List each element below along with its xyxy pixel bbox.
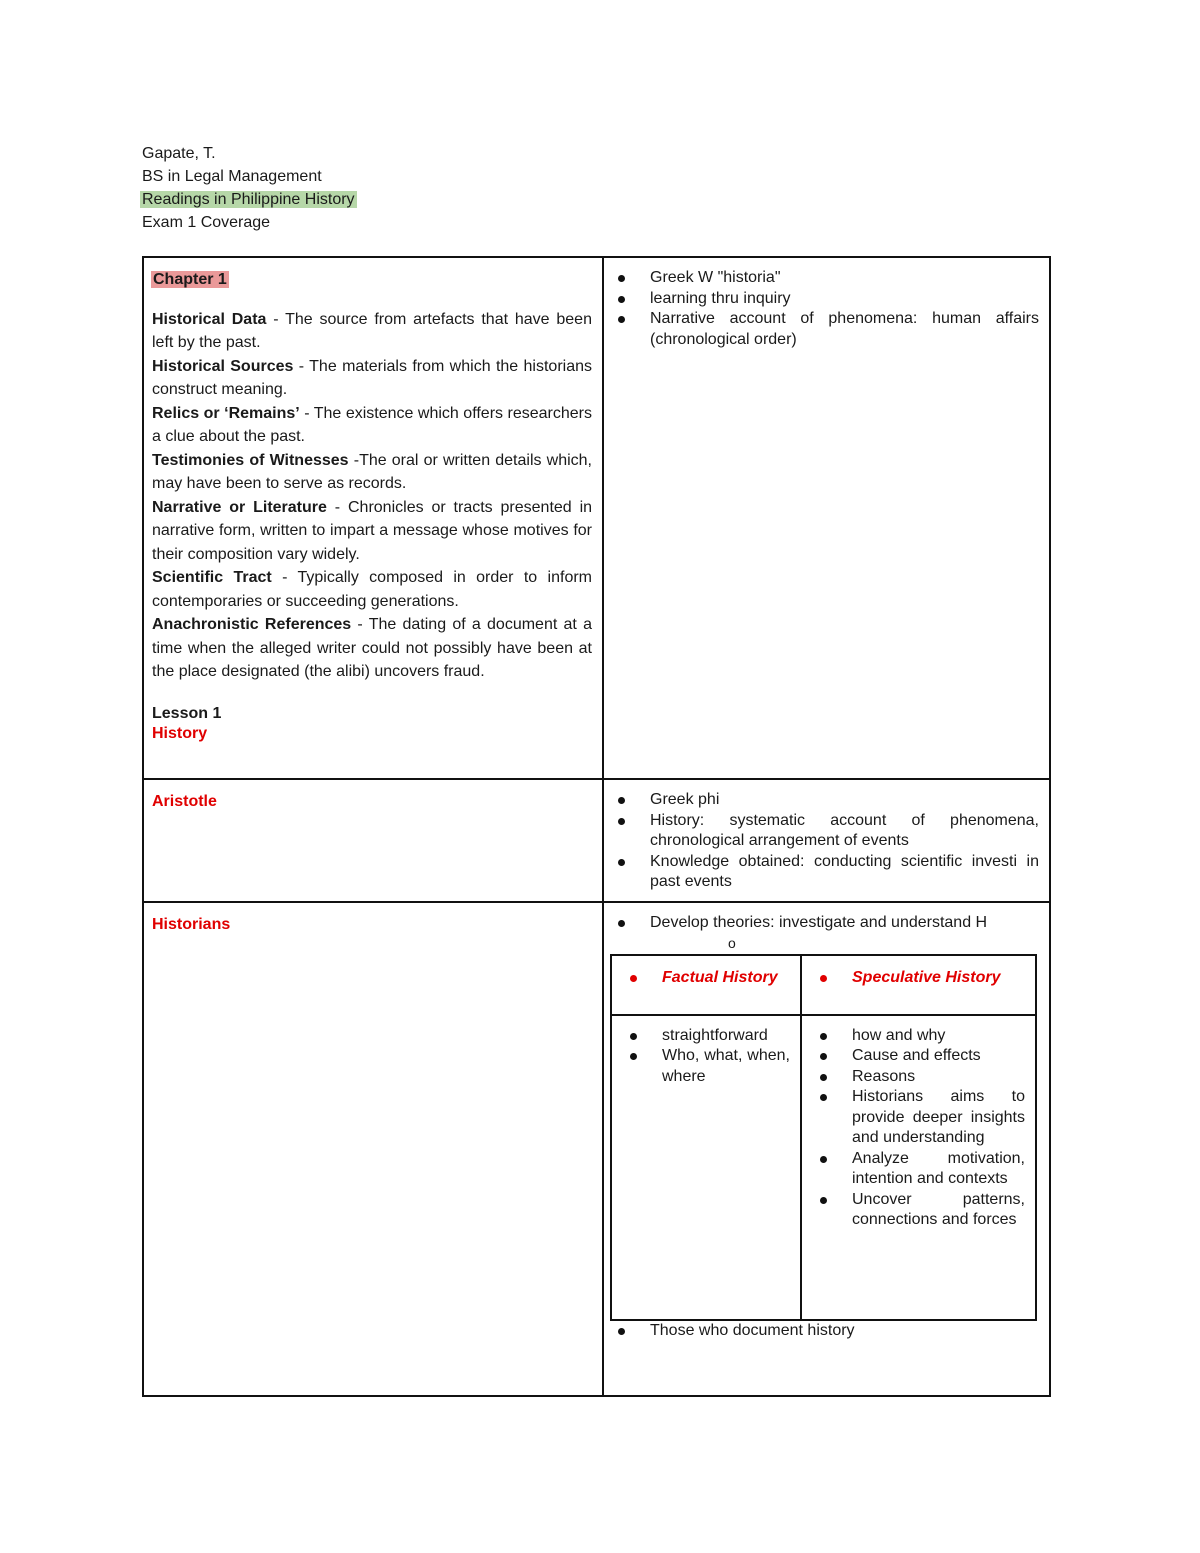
definition-term: Historical Sources [152,357,294,375]
list-item: Uncover patterns, connections and forces [852,1190,1025,1231]
definition-text: The dating of a document at a time when the alleged writer could not possibly have been at the place designated (the alibi) uncovers fraud. [152,616,592,680]
lesson-heading: Lesson 1 [152,704,222,722]
definition-separator: - [266,310,286,328]
document-header [142,142,357,234]
chapter-heading: Chapter 1 [153,271,227,288]
history-types-table [610,954,1037,1321]
definition-separator: - [299,404,314,422]
list-item: Narrative account of phenomena: human affairs (chronological order) [650,309,1039,350]
definition-text: The materials from which the historians construct meaning. [152,357,593,398]
definition-text: Typically composed in order to inform contemporaries or succeeding generations. [152,569,593,610]
speculative-header-cell [801,955,1036,1015]
table-row [611,1015,1036,1320]
history-notes-cell [603,257,1050,779]
sub-bullet-marker: o [728,934,736,951]
definition-text: The existence which offers researchers a clue about the past. [152,404,592,445]
list-item: Analyze motivation, intention and contexts [852,1149,1025,1190]
list-item: Greek W "historia" [650,268,1039,289]
definition-separator: - [271,569,298,586]
table-row [143,779,1050,902]
definition-term: Testimonies of Witnesses [152,451,349,469]
factual-items [620,1026,790,1088]
list-item: Reasons [852,1067,1025,1088]
exam-coverage: Exam 1 Coverage [142,214,271,231]
definition-text: The oral or written details which, may have been to serve as records. [152,451,592,492]
historians-notes-cell [603,902,1050,1396]
program-name: BS in Legal Management [142,168,322,185]
historians-cell [143,902,603,1396]
aristotle-notes-cell [603,779,1050,902]
aristotle-cell [143,779,603,902]
factual-header-cell [611,955,801,1015]
history-bullets [612,268,1039,350]
definition-item [152,308,592,355]
notes-table [142,256,1051,1397]
definition-text: The source from artefacts that have been left by the past. [152,310,592,351]
list-item: Greek phi [650,790,1039,811]
table-row [611,955,1036,1015]
definitions-list [152,308,592,684]
definition-term: Narrative or Literature [152,498,327,516]
list-item: Develop theories: investigate and understand H [650,913,1039,934]
definition-term: Scientific Tract [152,569,272,586]
course-title: Readings in Philippine History [142,191,355,208]
definition-item [152,613,592,684]
definition-term: Anachronistic References [152,616,352,633]
definition-item [152,496,592,567]
list-item: Who, what, when, where [662,1046,790,1087]
definition-term: Relics or ‘Remains’ [152,404,300,422]
definition-item [152,566,592,613]
definition-item [152,355,592,402]
list-item: learning thru inquiry [650,289,1039,310]
definition-text: Chronicles or tracts presented in narrative form, written to impart a message whose motives for their composition vary widely. [152,498,593,563]
historians-label: Historians [152,916,231,933]
definition-separator: - [293,357,310,375]
speculative-items [810,1026,1025,1231]
historians-last-bullets [612,1321,1039,1342]
definition-item [152,449,592,496]
list-item: straightforward [662,1026,790,1047]
list-item: Historians aims to provide deeper insights and understanding [852,1087,1025,1149]
definition-separator: - [326,498,348,516]
definition-item [152,402,592,449]
list-item: Cause and effects [852,1046,1025,1067]
factual-history-heading: Factual History [662,968,790,989]
student-name: Gapate, T. [142,145,216,162]
table-row [143,902,1050,1396]
list-item: History: systematic account of phenomena, chronological arrangement of events [650,811,1039,852]
list-item: Knowledge obtained: conducting scientific investi in past events [650,852,1039,893]
definition-separator: - [351,616,369,633]
speculative-history-heading: Speculative History [852,968,1025,989]
history-heading: History [152,724,208,742]
speculative-items-cell [801,1015,1036,1320]
definition-term: Historical Data [152,310,267,328]
definition-separator: - [348,451,360,469]
table-row [143,257,1050,779]
chapter-cell [143,257,603,779]
factual-items-cell [611,1015,801,1320]
list-item: Those who document history [650,1321,1039,1342]
aristotle-label: Aristotle [152,793,217,810]
aristotle-bullets [612,790,1039,893]
historians-bullets [612,913,1039,934]
list-item: how and why [852,1026,1025,1047]
